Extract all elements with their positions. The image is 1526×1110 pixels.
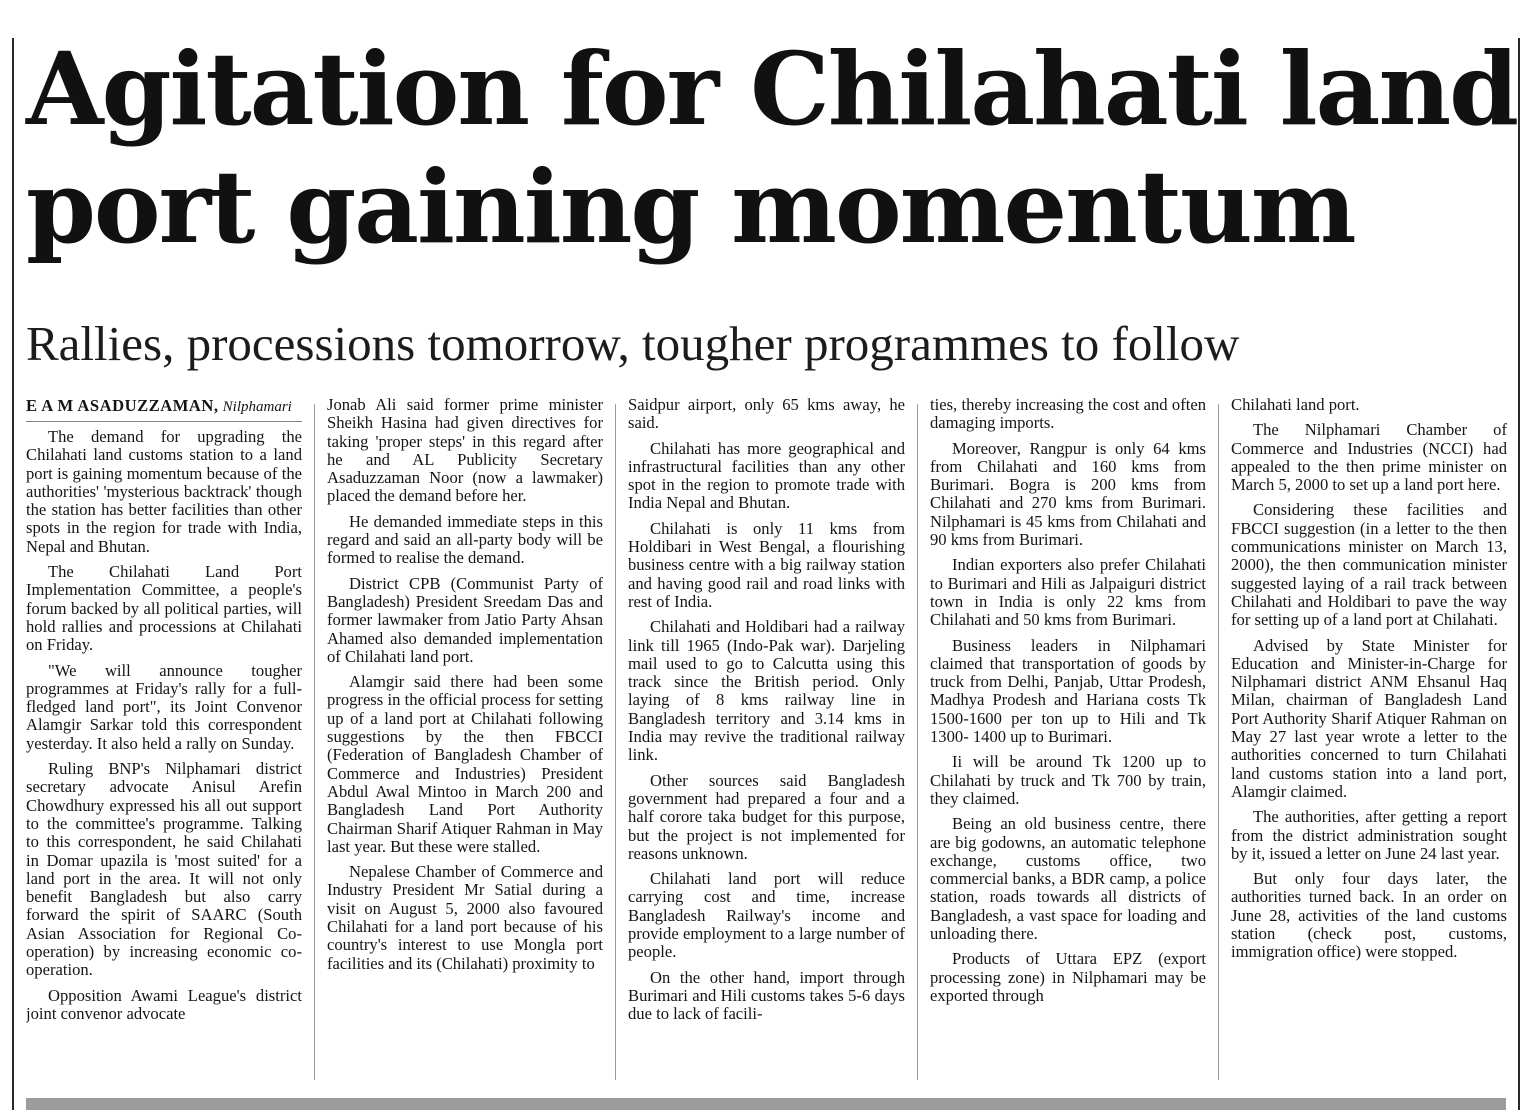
bottom-rule-bar xyxy=(26,1098,1506,1110)
paragraph: The authorities, after getting a report from the district administration sought by it, issued a letter on June 24 last year. xyxy=(1231,807,1507,863)
paragraph: But only four days later, the authorities turned back. In an order on June 28, activities of the land customs station (check post, customs, immigration office) were stopped. xyxy=(1231,869,1507,962)
paragraph: Chilahati and Holdibari had a railway link till 1965 (Indo-Pak war). Darjeling mail used to go to Calcutta using this track since the British period. Only laying of 8 kms railway line in Bangladesh territory and 3.14 kms in India may revive the traditional railway link. xyxy=(628,617,905,765)
paragraph: District CPB (Communist Party of Bangladesh) President Sreedam Das and former lawmaker from Jatio Party Ahsan Ahamed also demanded implementation of Chilahati land port. xyxy=(327,573,603,666)
paragraph: The Chilahati Land Port Implementation Committee, a people's forum backed by all political parties, will hold rallies and processions at Chilahati on Friday. xyxy=(26,562,302,655)
paragraph: Products of Uttara EPZ (export processing zone) in Nilphamari may be exported through xyxy=(930,949,1206,1005)
paragraph: Ii will be around Tk 1200 up to Chilahati by truck and Tk 700 by train, they claimed. xyxy=(930,752,1206,808)
paragraph: Chilahati land port. xyxy=(1231,396,1360,414)
paragraph: On the other hand, import through Burimari and Hili customs takes 5-6 days due to lack of facili- xyxy=(628,967,905,1024)
headline-line-2: port gaining momentum xyxy=(26,148,1355,266)
byline-location: Nilphamari xyxy=(222,399,292,415)
byline-author: E A M ASADUZZAMAN, xyxy=(26,396,219,415)
paragraph: "We will announce tougher programmes at Friday's rally for a full-fledged land port", its Joint Convenor Alamgir Sarkar told this correspondent yesterday. It also held a rally on Sunday. xyxy=(26,660,302,753)
paragraph: Moreover, Rangpur is only 64 kms from Chilahati and 160 kms from Burimari. Bogra is 200 kms from Chilahati and 270 kms from Burimari. Nilphamari is 45 kms from Chilahati and 90 kms from Burimari. xyxy=(930,438,1206,550)
column-rule xyxy=(917,404,918,1080)
left-border-line xyxy=(12,38,14,1110)
right-border-line xyxy=(1518,38,1520,1110)
paragraph: Business leaders in Nilphamari claimed that transportation of goods by truck from Delhi, Panjab, Uttar Prodesh, Madhya Prodesh and Hariana costs Tk 1500-1600 per ton up to Hili and Tk 1300- 1400 up to Burimari. xyxy=(930,635,1206,747)
paragraph: Considering these facilities and FBCCI suggestion (in a letter to the then communications minister on March 13, 2000), the then communication minister suggested laying of a rail track between Chilahati and Holdibari to pave the way for setting up of a land port at Chilahati. xyxy=(1231,500,1507,630)
paragraph: Saidpur airport, only 65 kms away, he said. xyxy=(628,396,905,433)
paragraph: The demand for upgrading the Chilahati land customs station to a land port is gaining momentum because of the authorities' 'mysterious backtrack' though the station has better facilities than other spots in the region for trade with India, Nepal and Bhutan. xyxy=(26,427,302,556)
paragraph: Indian exporters also prefer Chilahati to Burimari and Hili as Jalpaiguri district town in India is only 22 kms from Chilahati and 50 kms from Burimari. xyxy=(930,555,1206,630)
article-column-1 xyxy=(26,396,302,1086)
paragraph: Opposition Awami League's district joint convenor advocate xyxy=(26,985,302,1023)
column-rule xyxy=(1218,404,1219,1080)
paragraph: Chilahati has more geographical and infrastructural facilities than any other spot in the region to promote trade with India Nepal and Bhutan. xyxy=(628,438,905,513)
paragraph: Chilahati land port will reduce carrying cost and time, increase Bangladesh Railway's income and provide employment to a large number of people. xyxy=(628,869,905,962)
paragraph: Chilahati is only 11 kms from Holdibari in West Bengal, a flourishing business centre with a big railway station and having good rail and road links with rest of India. xyxy=(628,518,905,611)
article-column-5 xyxy=(1231,396,1507,1086)
column-rule xyxy=(615,404,616,1080)
column-rule xyxy=(314,404,315,1080)
article-column-4 xyxy=(930,396,1206,1086)
byline xyxy=(26,396,302,422)
article-column-2 xyxy=(327,396,603,1086)
subheadline: Rallies, processions tomorrow, tougher programmes to follow xyxy=(26,316,1240,371)
paragraph: ties, thereby increasing the cost and often damaging imports. xyxy=(930,396,1206,433)
paragraph: The Nilphamari Chamber of Commerce and Industries (NCCI) had appealed to the then prime minister on March 5, 2000 to set up a land port here. xyxy=(1231,420,1507,495)
paragraph: Advised by State Minister for Education and Minister-in-Charge for Nilphamari district ANM Ehsanul Haq Milan, chairman of Bangladesh Land Port Authority Sharif Atiquer Rahman on May 27 last year wrote a letter to the authorities concerned to turn Chilahati land customs station into a land port, Alamgir claimed. xyxy=(1231,635,1507,801)
paragraph: Alamgir said there had been some progress in the official process for setting up of a land port at Chilahati following suggestions by the then FBCCI (Federation of Bangladesh Chamber of Commerce and Industries) President Abdul Awal Mintoo in March 200 and Bangladesh Land Port Authority Chairman Sharif Atiquer Rahman in May last year. But these were stalled. xyxy=(327,672,603,856)
paragraph: Other sources said Bangladesh government had prepared a four and a half corore taka budget for this purpose, but the project is not implemented for reasons unknown. xyxy=(628,770,905,863)
paragraph: Jonab Ali said former prime minister Sheikh Hasina had given directives for taking 'proper steps' in this regard after he and AL Publicity Secretary Asaduzzaman Noor (now a lawmaker) placed the demand before her. xyxy=(327,396,603,506)
paragraph: Nepalese Chamber of Commerce and Industry President Mr Satial during a visit on August 5, 2000 also favoured Chilahati for a land port because of his country's interest to use Mongla port facilities and its (Chilahati) proximity to xyxy=(327,862,603,973)
headline xyxy=(26,30,1516,266)
paragraph: He demanded immediate steps in this regard and said an all-party body will be formed to realise the demand. xyxy=(327,511,603,568)
paragraph: Being an old business centre, there are big godowns, an automatic telephone exchange, customs office, two commercial banks, a BDR camp, a police station, roads towards all districts of Bangladesh, a vast space for loading and unloading there. xyxy=(930,814,1206,944)
paragraph: Ruling BNP's Nilphamari district secretary advocate Anisul Arefin Chowdhury expressed his all out support to the committee's programme. Talking to this correspondent, he said Chilahati in Domar upazila is 'most suited' for a land port in the area. It will not only benefit Bangladesh but also carry forward the spirit of SAARC (South Asian Association for Regional Co-operation) by increasing economic co-operation. xyxy=(26,759,302,980)
article-column-3 xyxy=(628,396,905,1086)
headline-line-1: Agitation for Chilahati land xyxy=(26,30,1518,148)
